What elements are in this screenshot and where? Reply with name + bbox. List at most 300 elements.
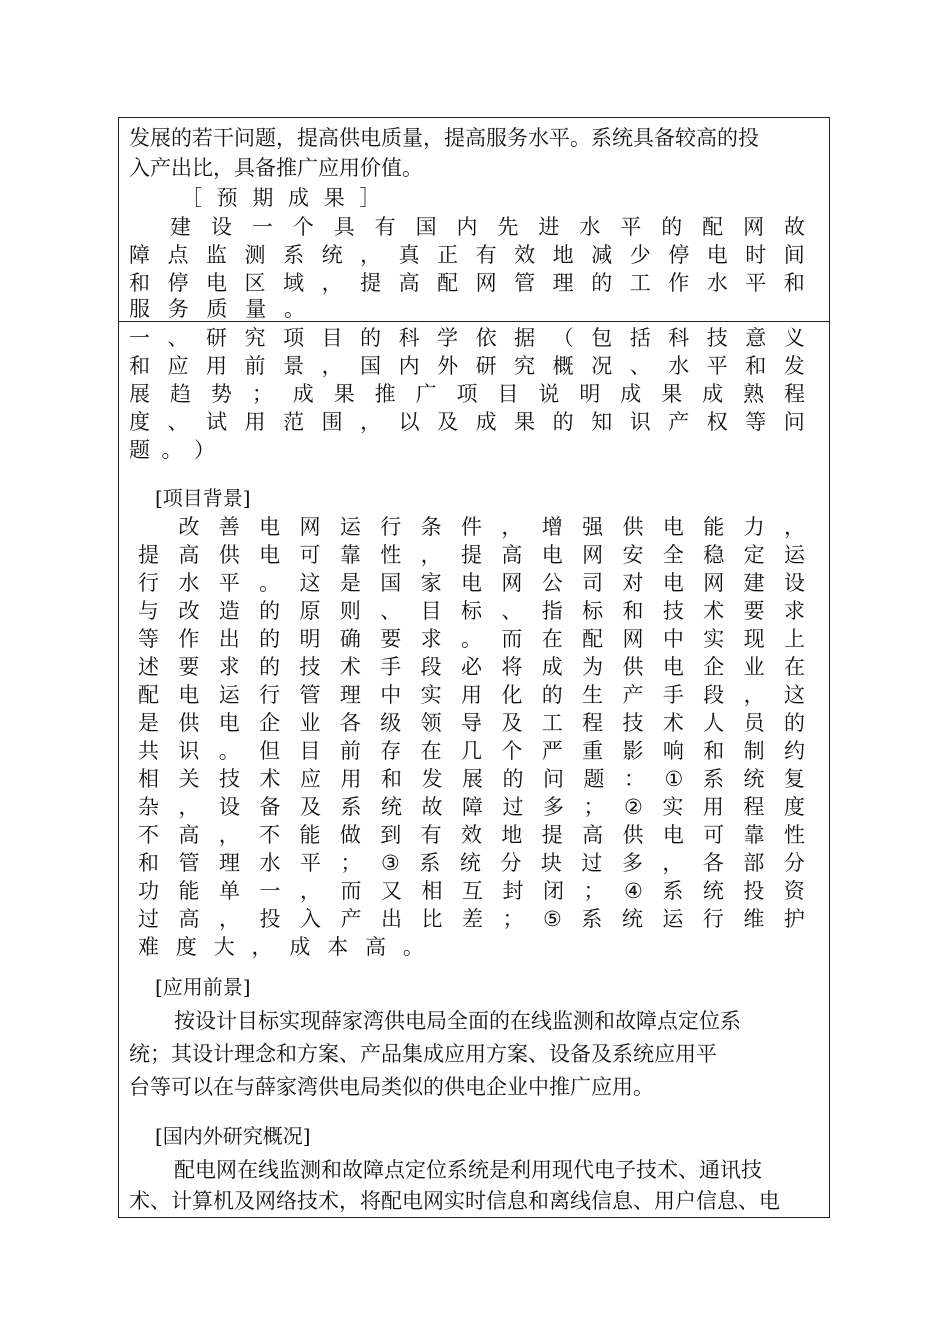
char: ， xyxy=(300,879,321,903)
char: 统 xyxy=(381,795,402,819)
char: ， xyxy=(321,354,343,378)
char: 可 xyxy=(703,823,725,847)
char: ： xyxy=(624,767,645,791)
char: 电 xyxy=(206,271,228,295)
char: 进 xyxy=(538,215,560,239)
char: 网 xyxy=(622,627,644,651)
char: 不 xyxy=(138,823,159,847)
char: 稳 xyxy=(703,543,725,567)
char: 网 xyxy=(299,515,321,539)
char: ； xyxy=(502,907,524,931)
char: ， xyxy=(360,410,382,434)
char: 据 xyxy=(514,326,536,350)
char: 建 xyxy=(743,571,765,595)
application-line-3: 台等可以在与薛家湾供电局类似的供电企业中推广应用。 xyxy=(129,1075,654,1099)
char: 平 xyxy=(745,271,767,295)
char: 现 xyxy=(743,627,765,651)
char: 建 xyxy=(169,215,191,239)
char: 标 xyxy=(582,599,604,623)
char: 在 xyxy=(420,739,442,763)
char: 系 xyxy=(283,243,305,267)
char: 一 xyxy=(259,879,281,903)
char: 平 xyxy=(706,354,728,378)
char: 统 xyxy=(621,907,643,931)
char: 靠 xyxy=(339,543,361,567)
char: 程 xyxy=(582,711,604,735)
char: 点 xyxy=(167,243,189,267)
char: 电 xyxy=(706,243,728,267)
char: 前 xyxy=(244,354,266,378)
char: 指 xyxy=(541,599,563,623)
char: 依 xyxy=(475,326,497,350)
char: 监 xyxy=(206,243,228,267)
char: 网 xyxy=(582,543,604,567)
char: 水 xyxy=(259,851,281,875)
char: 间 xyxy=(783,243,805,267)
char: ① xyxy=(664,767,684,791)
background-line xyxy=(138,513,805,541)
char: 电 xyxy=(662,655,684,679)
char: 停 xyxy=(167,271,189,295)
char: 高 xyxy=(398,271,420,295)
char: 理 xyxy=(552,271,574,295)
char: 配 xyxy=(702,215,724,239)
char: 设 xyxy=(219,795,240,819)
char: 。 xyxy=(402,935,424,959)
char: 供 xyxy=(622,515,644,539)
char: 一 xyxy=(129,326,150,350)
char: 一 xyxy=(251,215,273,239)
char: 要 xyxy=(178,655,200,679)
char: 业 xyxy=(743,655,765,679)
char xyxy=(138,513,159,541)
char: 用 xyxy=(340,767,362,791)
section-line xyxy=(129,436,215,464)
char: 企 xyxy=(259,711,281,735)
char: 家 xyxy=(420,571,442,595)
char: 供 xyxy=(622,655,644,679)
char: 、 xyxy=(380,599,402,623)
char: 运 xyxy=(218,683,240,707)
char: 术 xyxy=(662,711,684,735)
char: 成 xyxy=(292,382,314,406)
char: 前 xyxy=(339,739,361,763)
char: 个 xyxy=(292,215,314,239)
char: 及 xyxy=(300,795,321,819)
char: 个 xyxy=(501,739,523,763)
char: 度 xyxy=(783,795,805,819)
char: 的 xyxy=(591,271,613,295)
background-line xyxy=(138,905,805,933)
application-heading: [应用前景] xyxy=(155,975,251,999)
char: ， xyxy=(743,683,765,707)
char: 平 xyxy=(620,215,642,239)
background-line xyxy=(138,821,805,849)
background-line xyxy=(138,765,805,793)
char: 过 xyxy=(138,907,159,931)
char: 和 xyxy=(138,851,159,875)
char: 度 xyxy=(175,935,197,959)
section-line xyxy=(129,408,805,436)
intro-line-2: 入产出比，具备推广应用价值。 xyxy=(129,156,423,180)
char: 试 xyxy=(206,410,228,434)
char: 导 xyxy=(461,711,482,735)
char: 识 xyxy=(629,410,651,434)
char: 行 xyxy=(138,571,159,595)
char: 实 xyxy=(662,795,684,819)
char: 能 xyxy=(178,879,200,903)
char: 有 xyxy=(420,823,442,847)
char: 。 xyxy=(284,297,305,321)
char: 等 xyxy=(138,627,159,651)
char: 以 xyxy=(398,410,420,434)
background-line xyxy=(138,877,805,905)
char: 能 xyxy=(299,823,321,847)
char: 这 xyxy=(784,683,805,707)
char: 为 xyxy=(582,655,604,679)
char: 用 xyxy=(244,410,266,434)
char: 这 xyxy=(299,571,321,595)
char: 的 xyxy=(784,711,805,735)
char: 区 xyxy=(244,271,266,295)
char: 提 xyxy=(461,543,482,567)
char: 水 xyxy=(579,215,601,239)
char: 真 xyxy=(398,243,420,267)
char: 技 xyxy=(662,599,684,623)
char: 的 xyxy=(552,410,574,434)
char: 对 xyxy=(622,571,644,595)
char: 中 xyxy=(380,683,402,707)
char: 障 xyxy=(129,243,150,267)
char: 应 xyxy=(300,767,321,791)
char: 必 xyxy=(461,655,482,679)
char: 目 xyxy=(497,382,519,406)
char: 段 xyxy=(703,683,725,707)
char: ， xyxy=(218,823,240,847)
char: 复 xyxy=(783,767,805,791)
char: 严 xyxy=(541,739,563,763)
char: 提 xyxy=(360,271,382,295)
char: 将 xyxy=(501,655,523,679)
char: 是 xyxy=(138,711,159,735)
char: 究 xyxy=(244,326,266,350)
char: 国 xyxy=(415,215,437,239)
char: 少 xyxy=(629,243,651,267)
char: 有 xyxy=(475,243,497,267)
char: ） xyxy=(194,438,215,462)
char: 项 xyxy=(283,326,305,350)
char: 明 xyxy=(579,382,601,406)
char: 外 xyxy=(437,354,459,378)
char: 成 xyxy=(620,382,642,406)
char: 过 xyxy=(502,795,524,819)
char: 及 xyxy=(437,410,459,434)
char: 在 xyxy=(784,655,805,679)
char: 作 xyxy=(668,271,690,295)
char: 障 xyxy=(462,795,483,819)
char: 。 xyxy=(461,627,482,651)
char: 高 xyxy=(365,935,387,959)
char: 测 xyxy=(244,243,266,267)
char: 广 xyxy=(415,382,437,406)
char: 量 xyxy=(245,297,267,321)
char: 司 xyxy=(582,571,604,595)
char: 产 xyxy=(340,907,362,931)
char: 程 xyxy=(743,795,765,819)
char: 段 xyxy=(420,655,442,679)
char: 水 xyxy=(706,271,728,295)
char: 和 xyxy=(129,271,150,295)
char: 科 xyxy=(398,326,420,350)
char: 提 xyxy=(138,543,159,567)
char: ， xyxy=(321,271,343,295)
char: 行 xyxy=(259,683,281,707)
background-line xyxy=(138,625,805,653)
char: 手 xyxy=(662,683,684,707)
char: 减 xyxy=(591,243,613,267)
char: 究 xyxy=(514,354,536,378)
char: 问 xyxy=(783,410,805,434)
char: 目 xyxy=(420,599,442,623)
char: 投 xyxy=(743,879,765,903)
char: 电 xyxy=(461,571,482,595)
char: 维 xyxy=(743,907,765,931)
char: 系 xyxy=(702,767,724,791)
char: 电 xyxy=(662,823,684,847)
char: 义 xyxy=(783,326,805,350)
char: 用 xyxy=(461,683,482,707)
char: 多 xyxy=(543,795,564,819)
char: 制 xyxy=(743,739,765,763)
char: 运 xyxy=(662,907,684,931)
char: 设 xyxy=(210,215,232,239)
char: 上 xyxy=(784,627,805,651)
char: 学 xyxy=(437,326,459,350)
char: 项 xyxy=(456,382,478,406)
char: 的 xyxy=(661,215,683,239)
char: 统 xyxy=(321,243,343,267)
char: ； xyxy=(340,851,362,875)
char: 管 xyxy=(178,851,200,875)
background-line xyxy=(138,681,805,709)
char: 果 xyxy=(333,382,355,406)
char: 具 xyxy=(333,215,355,239)
char: ； xyxy=(583,879,605,903)
char: 存 xyxy=(380,739,402,763)
char: 技 xyxy=(622,711,644,735)
char: 研 xyxy=(206,326,228,350)
char: 设 xyxy=(784,571,805,595)
char: 公 xyxy=(541,571,563,595)
char: 系 xyxy=(662,879,684,903)
char: 统 xyxy=(459,851,481,875)
char: 行 xyxy=(702,907,724,931)
char: 等 xyxy=(745,410,767,434)
char: 推 xyxy=(374,382,396,406)
char: 电 xyxy=(218,711,240,735)
char: 原 xyxy=(299,599,321,623)
char: 术 xyxy=(339,655,361,679)
char: 求 xyxy=(218,655,240,679)
char: 的 xyxy=(259,627,281,651)
char: 供 xyxy=(178,711,200,735)
char: 关 xyxy=(178,767,200,791)
char: 条 xyxy=(420,515,442,539)
char: 块 xyxy=(540,851,562,875)
char: 而 xyxy=(501,627,523,651)
background-line xyxy=(138,541,805,569)
char: 成 xyxy=(541,655,563,679)
char: 效 xyxy=(514,243,536,267)
char: 。 xyxy=(161,438,183,462)
char: 停 xyxy=(668,243,690,267)
char: 备 xyxy=(259,795,281,819)
char: 网 xyxy=(501,571,523,595)
char: 、 xyxy=(167,326,189,350)
char: ， xyxy=(360,243,382,267)
char: （ xyxy=(552,326,574,350)
application-line-1: 按设计目标实现薛家湾供电局全面的在线监测和故障点定位系 xyxy=(153,1009,741,1033)
char: 的 xyxy=(360,326,382,350)
char: 功 xyxy=(138,879,159,903)
char: 展 xyxy=(462,767,483,791)
char: 强 xyxy=(582,515,604,539)
char: 果 xyxy=(514,410,536,434)
char: ③ xyxy=(381,851,400,875)
char: 靠 xyxy=(743,823,765,847)
char: ， xyxy=(251,935,273,959)
char: 电 xyxy=(178,683,200,707)
char: 内 xyxy=(456,215,478,239)
char: 可 xyxy=(299,543,321,567)
char: 网 xyxy=(475,271,497,295)
char: ， xyxy=(420,543,442,567)
char: 能 xyxy=(703,515,725,539)
char: 应 xyxy=(167,354,189,378)
char: 运 xyxy=(339,515,361,539)
section-line xyxy=(129,352,805,380)
char: 在 xyxy=(541,627,563,651)
char: 各 xyxy=(339,711,361,735)
char: 部 xyxy=(743,851,765,875)
form-table xyxy=(118,117,830,1218)
char: 重 xyxy=(582,739,604,763)
char: 范 xyxy=(283,410,305,434)
char: 成 xyxy=(702,382,724,406)
char: 知 xyxy=(591,410,613,434)
char: 发 xyxy=(421,767,443,791)
char: 改 xyxy=(178,515,200,539)
background-line xyxy=(138,569,805,597)
background-heading: [项目背景] xyxy=(155,486,251,510)
char: 本 xyxy=(327,935,349,959)
char: 电 xyxy=(259,543,281,567)
char: 识 xyxy=(178,739,200,763)
char: 领 xyxy=(420,711,442,735)
char: ； xyxy=(251,382,273,406)
background-line xyxy=(138,597,805,625)
cell-divider xyxy=(119,321,829,322)
char: 差 xyxy=(462,907,483,931)
char: 趋 xyxy=(169,382,191,406)
char: 响 xyxy=(662,739,684,763)
char: 供 xyxy=(622,823,644,847)
char: 运 xyxy=(784,543,805,567)
char: 述 xyxy=(138,655,159,679)
char: 投 xyxy=(259,907,281,931)
char: 大 xyxy=(213,935,235,959)
char: 入 xyxy=(300,907,321,931)
char: 和 xyxy=(783,271,805,295)
section-line xyxy=(129,380,805,408)
char: 配 xyxy=(138,683,159,707)
char: 水 xyxy=(668,354,690,378)
section-line xyxy=(129,324,805,352)
char: 配 xyxy=(582,627,604,651)
char: 术 xyxy=(259,767,281,791)
char: 、 xyxy=(501,599,523,623)
char: 的 xyxy=(259,655,281,679)
char: 难 xyxy=(138,935,159,959)
char: 统 xyxy=(743,767,765,791)
char: 企 xyxy=(703,655,725,679)
char: 成 xyxy=(289,935,311,959)
char: 服 xyxy=(129,297,150,321)
char: 问 xyxy=(543,767,564,791)
application-line-2: 统；其设计理念和方案、产品集成应用方案、设备及系统应用平 xyxy=(129,1042,717,1066)
char: 化 xyxy=(501,683,523,707)
char: 电 xyxy=(662,515,684,539)
char: 成 xyxy=(475,410,497,434)
char: 电 xyxy=(541,543,563,567)
char: 国 xyxy=(360,354,382,378)
char: 及 xyxy=(501,711,523,735)
char: 、 xyxy=(167,410,189,434)
char: 、 xyxy=(629,354,651,378)
char: ， xyxy=(178,795,200,819)
char: 力 xyxy=(743,515,765,539)
char: 提 xyxy=(541,823,563,847)
char: 确 xyxy=(339,627,361,651)
char: ， xyxy=(219,907,240,931)
char: 影 xyxy=(622,739,644,763)
char: ， xyxy=(501,515,523,539)
char: 围 xyxy=(321,410,343,434)
char: 域 xyxy=(283,271,305,295)
char: 理 xyxy=(219,851,240,875)
char: 技 xyxy=(219,767,240,791)
char: 管 xyxy=(299,683,321,707)
char: 和 xyxy=(381,767,402,791)
char: 系 xyxy=(340,795,362,819)
char: 和 xyxy=(745,354,767,378)
char: 封 xyxy=(502,879,524,903)
char: 产 xyxy=(668,410,690,434)
char: 生 xyxy=(582,683,604,707)
char: 权 xyxy=(706,410,728,434)
char: 熟 xyxy=(743,382,765,406)
char: 不 xyxy=(259,823,281,847)
char: 明 xyxy=(299,627,321,651)
char: 产 xyxy=(622,683,644,707)
char: 高 xyxy=(501,543,523,567)
expected-line xyxy=(129,295,305,323)
char: 题 xyxy=(129,438,150,462)
char: 要 xyxy=(743,599,765,623)
char: ④ xyxy=(624,879,643,903)
char: 展 xyxy=(129,382,150,406)
char: 配 xyxy=(437,271,459,295)
